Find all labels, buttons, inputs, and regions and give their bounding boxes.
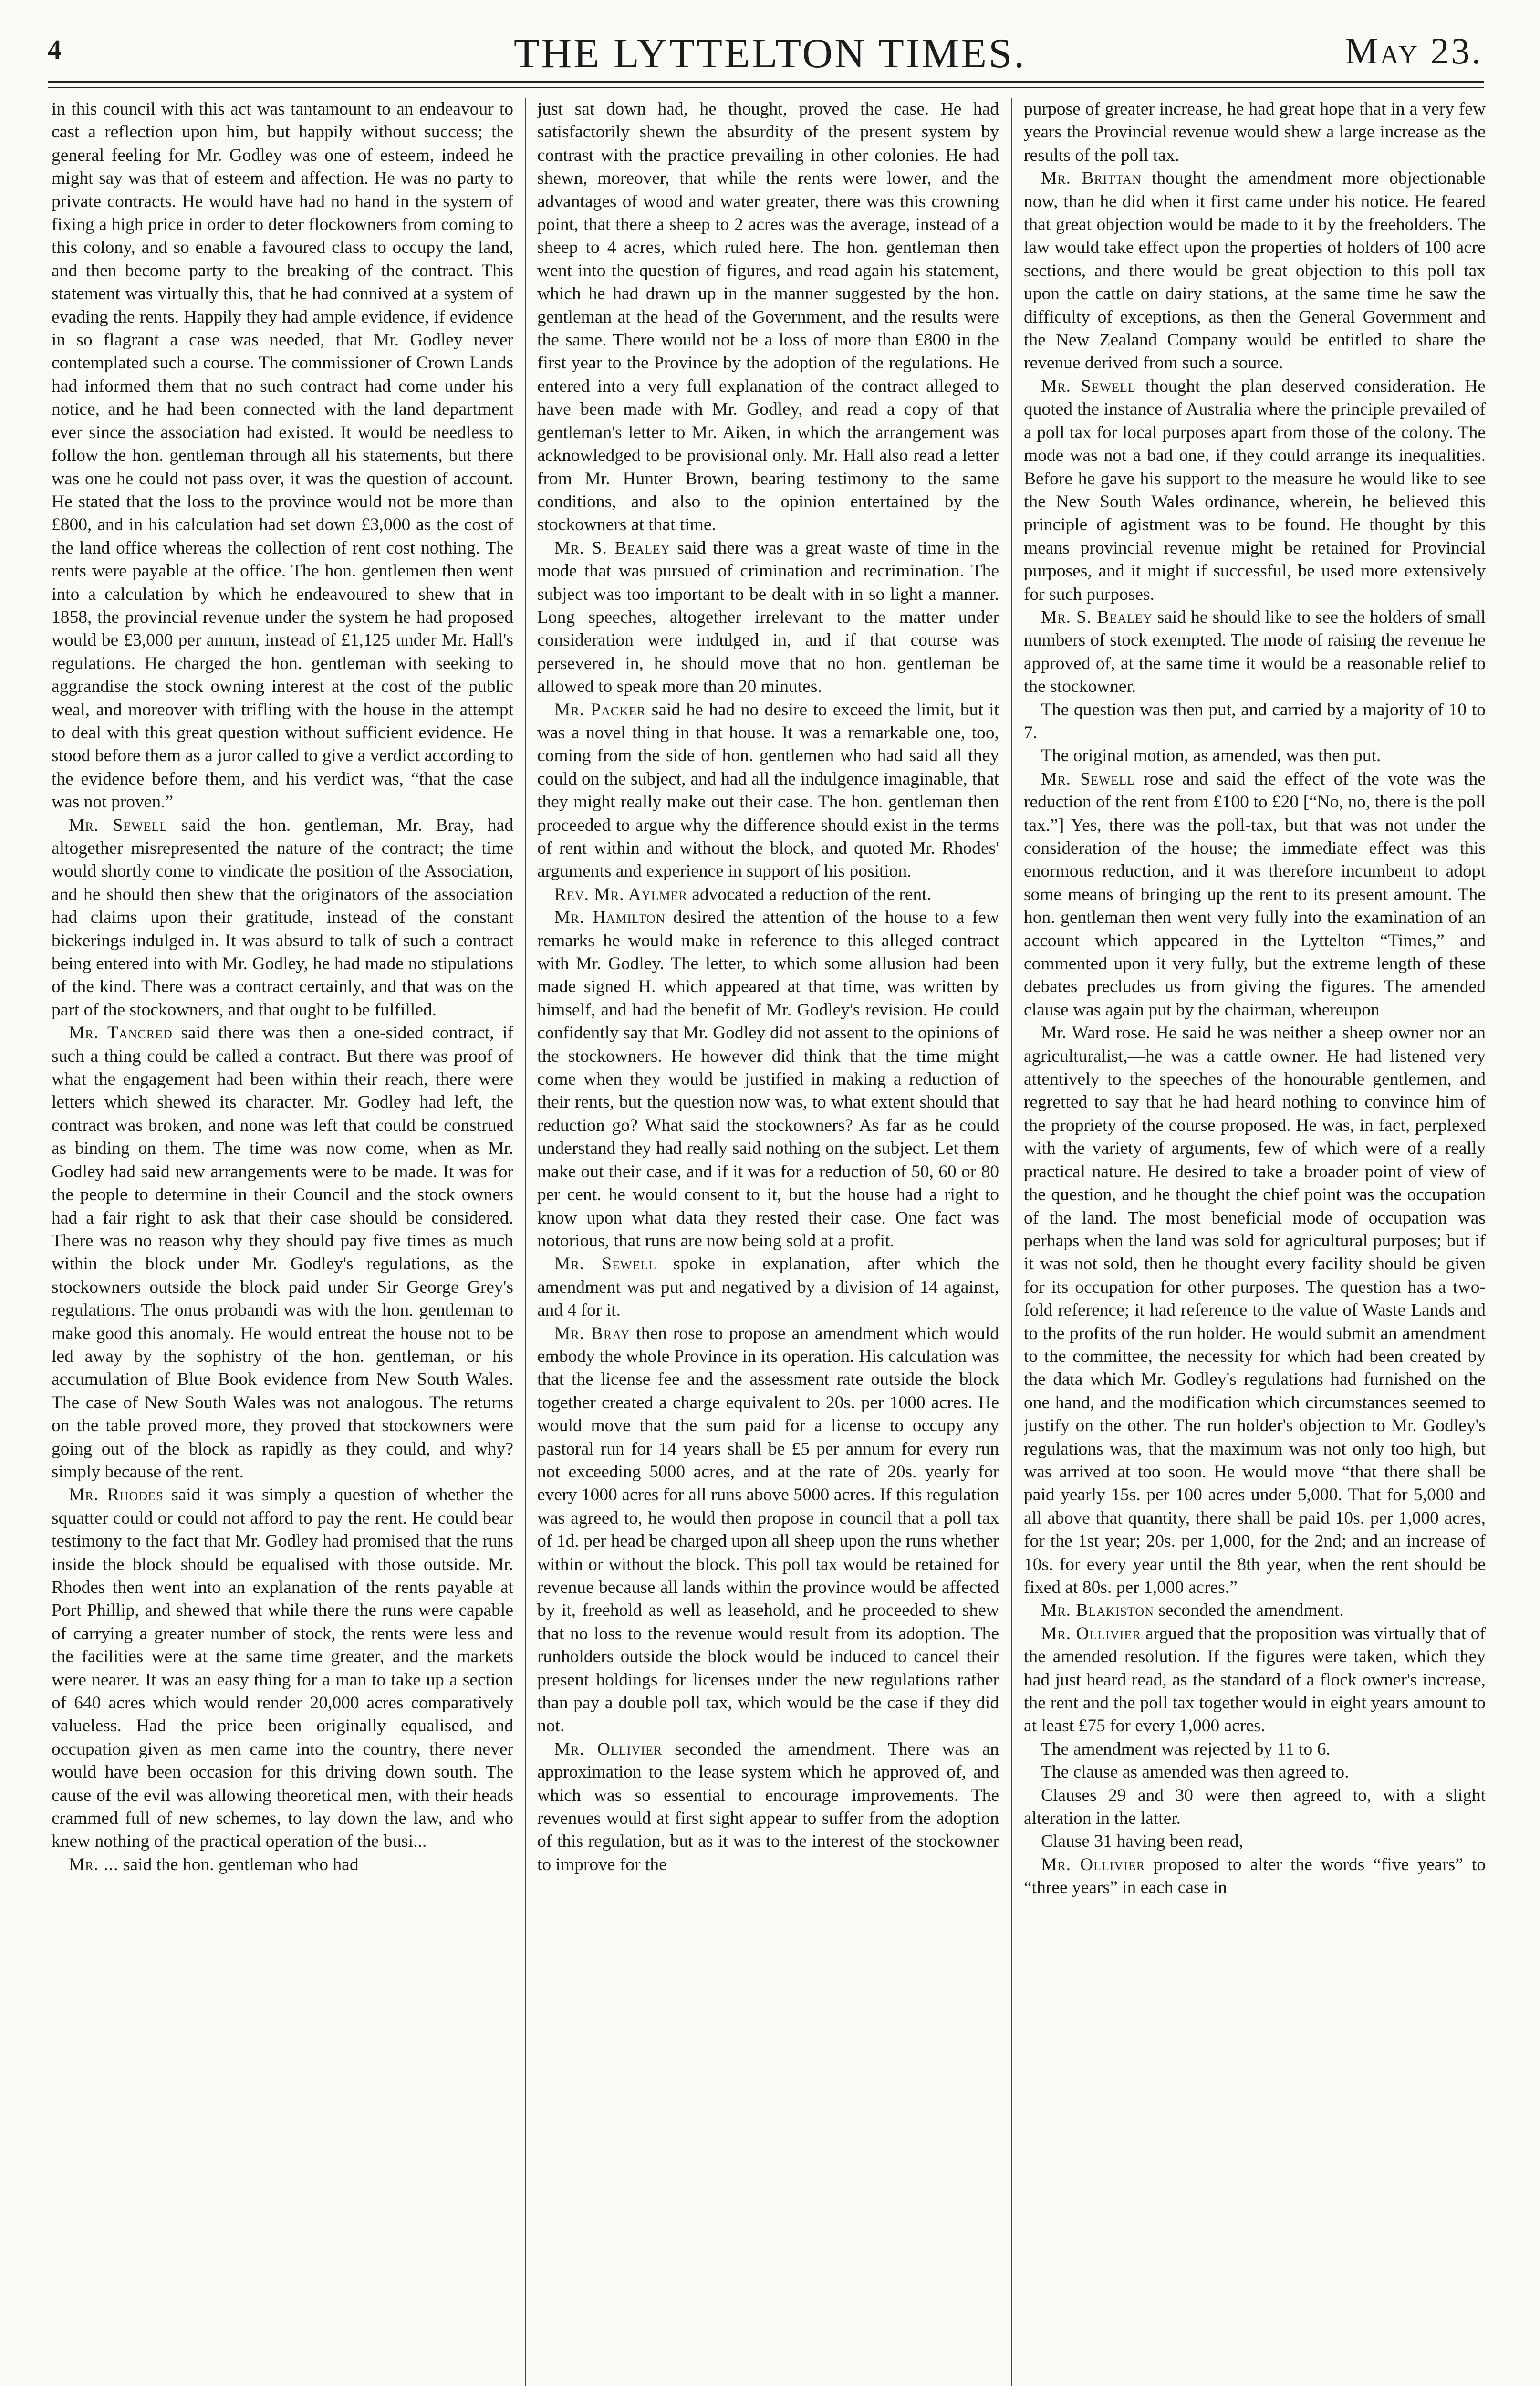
paragraph: [1024, 98, 1486, 167]
paragraph-text: proposed to alter the words “five years” to “three years” in each case in: [1024, 1854, 1486, 1898]
paragraph: [1024, 699, 1486, 745]
paragraph-text: rose and said the effect of the vote was the reduction of the rent from £100 to £20 [“No, no, there is the poll tax.”] Yes, there was the poll-tax, but that was not under the consideration of the house; the immediate effect was this enormous reduction, and it was therefore incumbent to adopt some means of bringing up the rent to its present amount. The hon. gentleman then went very fully into the examination of an account which appeared in the Lyttelton “Times,” and commented upon it very fully, but the extreme length of these debates precludes us from giving the figures. The amended clause was again put by the chairman, whereupon: [1024, 769, 1486, 1020]
header-rule: [48, 81, 1484, 83]
paragraph-text: The question was then put, and carried by a majority of 10 to 7.: [1024, 700, 1486, 743]
paragraph: [52, 1484, 513, 1853]
paragraph: [1024, 1022, 1486, 1599]
paragraph: [1024, 768, 1486, 1022]
paragraph: [1024, 744, 1486, 767]
speaker-name: Mr. S. Bealey: [554, 538, 670, 558]
speaker-name: Mr. Blakiston: [1041, 1601, 1154, 1621]
paragraph: [537, 883, 999, 906]
paragraph: [537, 98, 999, 537]
column-divider: [1011, 98, 1012, 2386]
paragraph: [537, 1738, 999, 1876]
paragraph-text: The amendment was rejected by 11 to 6.: [1041, 1739, 1331, 1759]
speaker-name: Mr. Ollivier: [554, 1739, 663, 1759]
speaker-name: Mr. Sewell: [69, 815, 168, 835]
paragraph: [1024, 1784, 1486, 1831]
paragraph: [537, 1253, 999, 1322]
speaker-name: Mr. Bray: [554, 1323, 630, 1343]
paragraph: [1024, 606, 1486, 699]
paragraph: [1024, 167, 1486, 375]
paragraph-text: advocated a reduction of the rent.: [687, 884, 932, 904]
paragraph-text: spoke in explanation, after which the amendment was put and negatived by a division of 14 against, and 4 for it.: [537, 1254, 999, 1320]
paragraph: [537, 699, 999, 883]
speaker-name: Mr. Packer: [554, 700, 646, 720]
newspaper-title: THE LYTTELTON TIMES.: [513, 31, 1027, 77]
paragraph: [537, 1322, 999, 1738]
paragraph-text: seconded the amendment. There was an approximation to the lease system which he approved of, and which was so essential to encourage improvements. The revenues would at first sight appear to suffer from the adoption of this regulation, but as it was to the interest of the stockowner to improve for the: [537, 1739, 999, 1874]
paragraph-text: said it was simply a question of whether the squatter could or could not afford to pay the rent. He could bear testimony to the fact that Mr. Godley had promised that the runs inside the block should be equalised with those outside. Mr. Rhodes then went into an explanation of the rents payable at Port Phillip, and shewed that while there the runs were capable of carrying a greater number of stock, the rents were less and the facilities were at the same time greater, and the markets were nearer. It was an easy thing for a man to take up a section of 640 acres which would render 20,000 acres comparatively valueless. Had the price been originally equalised, and occupation given as men came into the country, there never would have been occasion for this driving down south. The cause of the evil was allowing theoretical men, with their heads crammed full of new schemes, to lay down the law, and who knew nothing of the practical operation of the busi...: [52, 1485, 513, 1852]
paragraph-text: Clauses 29 and 30 were then agreed to, with a slight alteration in the latter.: [1024, 1785, 1486, 1829]
column-3: [1024, 98, 1486, 2386]
speaker-name: Mr. Sewell: [554, 1254, 657, 1274]
paragraph: [537, 906, 999, 1253]
speaker-name: Mr. Sewell: [1041, 769, 1135, 789]
speaker-name: Mr. ...: [69, 1854, 119, 1874]
paragraph-text: argued that the proposition was virtually that of the amended resolution. If the figures were taken, which they had just heard read, as the standard of a flock owner's increase, the rent and the poll tax together would in eight years amount to at least £75 for every 1,000 acres.: [1024, 1623, 1486, 1736]
paragraph: [1024, 1761, 1486, 1784]
paragraph-text: said he should like to see the holders of small numbers of stock exempted. The mode of raising the revenue he approved of, at the same time it would be a reasonable relief to the stockowner.: [1024, 607, 1486, 697]
page-number: 4: [48, 34, 62, 65]
header-rule-thin: [48, 87, 1484, 88]
paragraph-text: The original motion, as amended, was then put.: [1041, 746, 1381, 766]
issue-date: May 23.: [1345, 30, 1483, 72]
paragraph-text: then rose to propose an amendment which would embody the whole Province in its operation. His calculation was that the license fee and the assessment rate outside the block together created a charge equivalent to 20s. per 1000 acres. He would move that the sum paid for a license to occupy any pastoral run for 14 years shall be £5 per annum for every run not exceeding 5000 acres, and at the rate of 20s. yearly for every 1000 acres for all runs above 5000 acres. If this regulation was agreed to, he would then propose in council that a poll tax of 1d. per head be charged upon all sheep upon the runs whether within or without the block. This poll tax would be retained for revenue because all lands within the province would be affected by it, freehold as well as leasehold, and he proceeded to shew that no loss to the revenue would result from its adoption. The runholders outside the block would be induced to cancel their present holdings for licenses under the new regulations rather than pay a double poll tax, which would be the case if they did not.: [537, 1323, 999, 1736]
paragraph-text: in this council with this act was tantamount to an endeavour to cast a reflection upon him, but happily without success; the general feeling for Mr. Godley was one of esteem, indeed he might say was that of esteem and affection. He was no party to private contracts. He would have had no hand in the system of fixing a high price in order to deter flockowners from coming to this colony, and so enable a favoured class to occupy the land, and then become party to the breaking of the contract. This statement was virtually this, that he had connived at a system of evading the rents. Happily they had ample evidence, if evidence in so flagrant a case was needed, that Mr. Godley never contemplated such a course. The commissioner of Crown Lands had informed them that no such contract had come under his notice, and he had been connected with the land department ever since the association had existed. It would be needless to follow the hon. gentleman through all his statements, but there was one he could not pass over, it was the question of account. He stated that the loss to the province would not be more than £800, and in his calculation had set down £3,000 as the cost of the land office whereas the collection of rent cost nothing. The rents were payable at the office. The hon. gentlemen then went into a calculation by which he endeavoured to shew that in 1858, the provincial revenue under the system he had proposed would be £3,000 per annum, instead of £1,125 under Mr. Hall's regulations. He charged the hon. gentleman with seeking to aggrandise the stock owning interest at the cost of the public weal, and moreover with trifling with the house in the attempt to deal with this great question without sufficient evidence. He stood before them as a juror called to give a verdict according to the evidence before them, and his verdict was, “that the case was not proven.”: [52, 99, 513, 812]
paragraph-text: thought the plan deserved consideration. He quoted the instance of Australia where the principle prevailed of a poll tax for local purposes apart from those of the colony. The mode was not a bad one, if they could arrange its inequalities. Before he gave his support to the measure he would like to see the New South Wales ordinance, wherein, he believed this principle of agistment was to be found. He thought by this means provincial revenue might be retained for Provincial purposes, and it might if successful, be used more extensively for such purposes.: [1024, 376, 1486, 604]
paragraph-text: desired the attention of the house to a few remarks he would make in reference to this alleged contract with Mr. Godley. The letter, to which some allusion had been made signed H. which appeared at that time, was written by himself, and had the benefit of Mr. Godley's revision. He could confidently say that Mr. Godley did not assent to the opinions of the stockowners. He however did think that the time might come when they would be justified in making a reduction of their rents, but the question now was, to what extent should that reduction go? What said the stockowners? As far as he could understand they had really said nothing on the subject. Let them make out their case, and if it was for a reduction of 50, 60 or 80 per cent. he would consent to it, but the house had a right to know upon what data they rested their case. One fact was notorious, that runs are now being sold at a profit.: [537, 908, 999, 1251]
column-2: [537, 98, 999, 2386]
paragraph-text: purpose of greater increase, he had great hope that in a very few years the Provincial revenue would shew a large increase as the results of the poll tax.: [1024, 99, 1486, 165]
speaker-name: Mr. Ollivier: [1041, 1854, 1145, 1874]
paragraph: [1024, 1830, 1486, 1853]
paragraph-text: said there was then a one-sided contract, if such a thing could be called a contract. But there was proof of what the engagement had been within their reach, there were letters which shewed its character. Mr. Godley had left, the contract was broken, and none was left that could be construed as binding on them. The time was now come, when as Mr. Godley had said new arrangements were to be made. It was for the people to determine in their Council and the stock owners had a fair right to ask that their case should be considered. There was no reason why they should pay five times as much within the block under Mr. Godley's regulations, as the stockowners outside the block paid under Sir George Grey's regulations. The onus probandi was with the hon. gentleman to make good this anomaly. He would entreat the house not to be led away by the sophistry of the hon. gentleman, or his accumulation of Blue Book evidence from New South Wales. The case of New South Wales was not analogous. The returns on the table proved more, they proved that stockowners were going out of the block as rapidly as they could, and why? simply because of the rent.: [52, 1023, 513, 1482]
speaker-name: Mr. Ollivier: [1041, 1623, 1141, 1643]
paragraph: [1024, 1738, 1486, 1761]
speaker-name: Mr. Tancred: [69, 1023, 173, 1043]
speaker-name: Mr. Rhodes: [69, 1485, 164, 1505]
speaker-name: Mr. Sewell: [1041, 376, 1136, 396]
paragraph-text: seconded the amendment.: [1154, 1601, 1344, 1621]
paragraph-text: thought the amendment more objectionable now, than he did when it first came under his notice. He feared that great objection would be made to it by the freeholders. The law would take effect upon the properties of holders of 100 acre sections, and there would be great objection to this poll tax upon the cattle on dairy stations, at the same time he saw the difficulty of exceptions, as then the General Government and the New Zealand Company would be entitled to share the revenue derived from such a source.: [1024, 168, 1486, 373]
paragraph-text: said the hon. gentleman, Mr. Bray, had altogether misrepresented the nature of the contract; the time would shortly come to vindicate the position of the Association, and he should then shew that the originators of the association had claims upon their gratitude, instead of the constant bickerings indulged in. It was absurd to talk of such a contract being entered into with Mr. Godley, he had made no stipulations of the kind. There was a contract certainly, and that was on the part of the stockowners, and that ought to be fulfilled.: [52, 815, 513, 1020]
paragraph-text: just sat down had, he thought, proved the case. He had satisfactorily shewn the absurdity of the present system by contrast with the practice prevailing in other colonies. He had shewn, moreover, that while the rents were lower, and the advantages of wood and water greater, there was this crowning point, that there a sheep to 2 acres was the average, instead of a sheep to 4 acres, which ruled here. The hon. gentleman then went into the question of figures, and read again his statement, which he had drawn up in the manner suggested by the hon. gentleman at the head of the Government, and the results were the same. There would not be a loss of more than £800 in the first year to the Province by the adoption of the regulations. He entered into a very full explanation of the contract alleged to have been made with Mr. Godley, and read a copy of that gentleman's letter to Mr. Aiken, in which the arrangement was acknowledged to be provisional only. Mr. Hall also read a letter from Mr. Hunter Brown, bearing testimony to the same conditions, and also to the opinion entertained by the stockowners at that time.: [537, 99, 999, 535]
speaker-name: Mr. Brittan: [1041, 168, 1142, 188]
paragraph: [537, 537, 999, 699]
column-1: [52, 98, 513, 2386]
paragraph: [52, 98, 513, 814]
paragraph: [52, 1853, 513, 1876]
paragraph: [1024, 375, 1486, 606]
paragraph: [1024, 1622, 1486, 1738]
paragraph-text: said he had no desire to exceed the limit, but it was a novel thing in that house. It was a remarkable one, too, coming from the side of hon. gentlemen who had said all they could on the subject, and had all the indulgence imaginable, that they might really make out their case. The hon. gentleman then proceeded to argue why the difference should exist in the terms of rent within and without the block, and quoted Mr. Rhodes' arguments and experience in support of his position.: [537, 700, 999, 881]
speaker-name: Rev. Mr. Aylmer: [554, 884, 687, 904]
paragraph-text: said the hon. gentleman who had: [118, 1854, 359, 1874]
paragraph-text: The clause as amended was then agreed to.: [1041, 1762, 1349, 1782]
paragraph: [52, 1022, 513, 1484]
column-divider: [525, 98, 526, 2386]
speaker-name: Mr. Hamilton: [554, 908, 666, 928]
paragraph-text: Clause 31 having been read,: [1041, 1831, 1243, 1852]
speaker-name: Mr. S. Bealey: [1041, 607, 1153, 627]
paragraph: [1024, 1853, 1486, 1900]
paragraph: [1024, 1599, 1486, 1622]
paragraph: [52, 814, 513, 1022]
paragraph-text: said there was a great waste of time in the mode that was pursued of crimination and recrimination. The subject was too important to be dealt with in so light a manner. Long speeches, altogether irrelevant to the matter under consideration were indulged in, and if that course was persevered in, he should move that no hon. gentleman be allowed to speak more than 20 minutes.: [537, 538, 999, 697]
paragraph-text: Mr. Ward rose. He said he was neither a sheep owner nor an agriculturalist,—he was a cattle owner. He had listened very attentively to the speeches of the honourable gentlemen, and regretted to say that he had heard nothing to convince him of the propriety of the course proposed. He was, in fact, perplexed with the variety of arguments, few of which were of a really practical nature. He desired to take a broader point of view of the question, and he thought the chief point was the occupation of the land. The most beneficial mode of occupation was perhaps when the land was sold for agricultural purposes; but if it was not sold, then he thought every facility should be given for its occupation for other purposes. The question has a two-fold reference; it had reference to the value of Waste Lands and to the profits of the run holder. He would submit an amendment to the committee, the necessity for which had been created by the data which Mr. Godley's regulations had furnished on the one hand, and the modification which circumstances seemed to justify on the other. The run holder's objection to Mr. Godley's regulations was, that the maximum was not only too high, but was arrived at too soon. He would move “that there shall be paid yearly 15s. per 100 acres under 5,000. That for 5,000 and all above that quantity, there shall be paid 10s. per 1,000 acres, for the 1st year; 20s. per 1,000, for the 2nd; and an increase of 10s. for every year until the 8th year, when the rent should be fixed at 80s. per 1,000 acres.”: [1024, 1023, 1486, 1597]
